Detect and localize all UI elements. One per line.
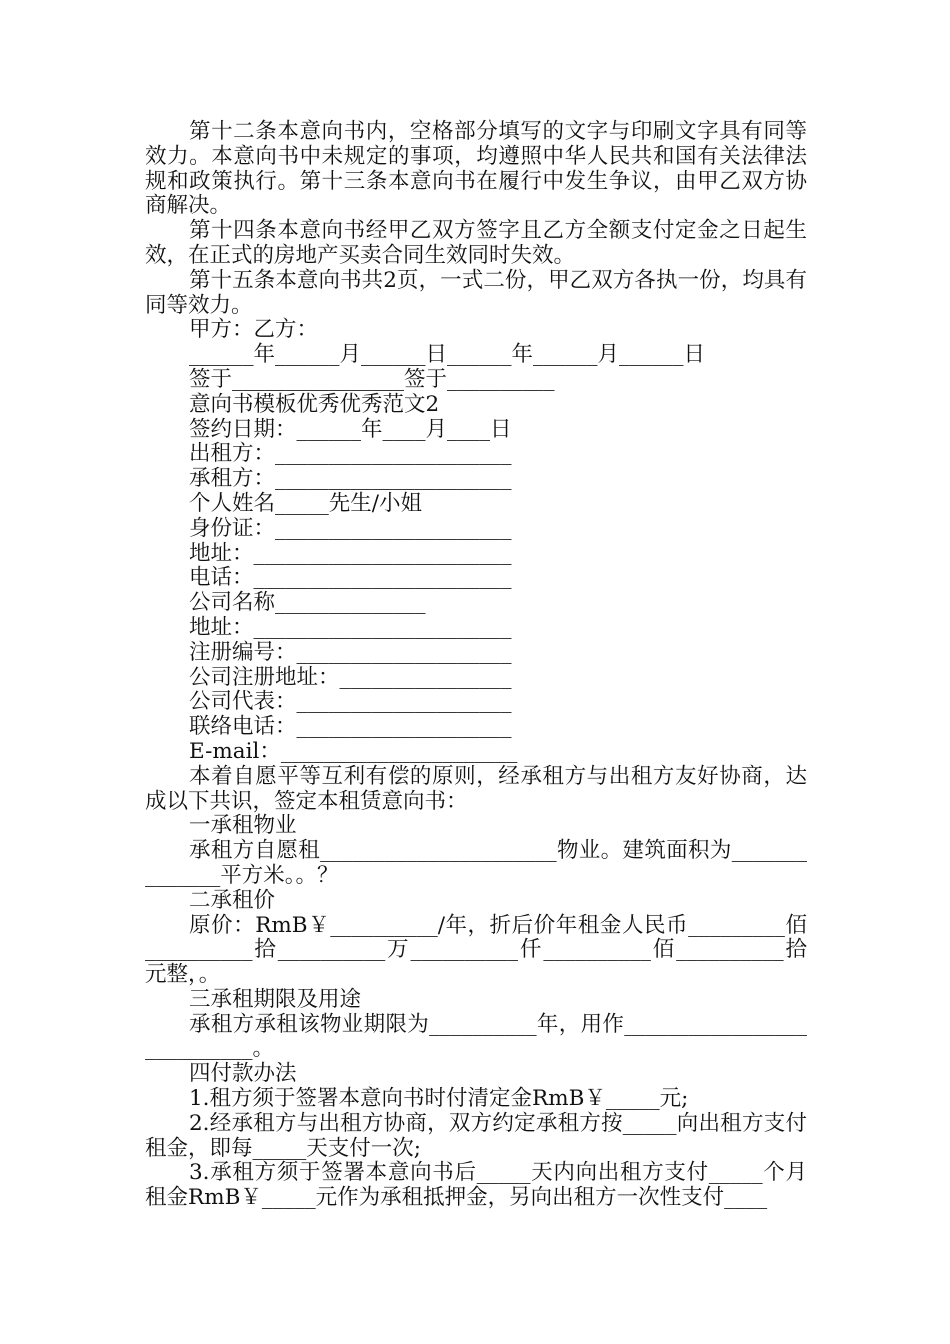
- field-phone: 电话：________________________: [189, 565, 512, 591]
- field-personal-name: 个人姓名_____先生/小姐: [189, 490, 422, 516]
- document-page: [145, 120, 807, 1211]
- field-contact-phone: 联络电话：____________________: [189, 714, 512, 740]
- paragraph-lease-term: 承租方承租该物业期限为__________年，用作___________________________。: [145, 1011, 807, 1062]
- field-lessee: 承租方：______________________: [189, 466, 512, 492]
- signature-place: 签于________________签于__________: [189, 366, 555, 392]
- field-sign-date: 签约日期：______年____月____日: [189, 416, 512, 442]
- field-registered-address: 公司注册地址：________________: [189, 664, 512, 690]
- field-email: E-mail：______________________: [189, 738, 518, 764]
- party-labels: 甲方：乙方：: [189, 317, 319, 343]
- paragraph-rent-price: 原价：RmB￥__________/年，折后价年租金人民币_________佰__________拾__________万__________仟__________佰__________拾元整，。: [145, 912, 807, 988]
- paragraph-payment-1: 1.租方须于签署本意向书时付清定金RmB￥_____元;: [189, 1086, 689, 1112]
- field-registration-number: 注册编号：____________________: [189, 639, 512, 665]
- heading-lease-term: 三承租期限及用途: [189, 986, 362, 1012]
- paragraph-payment-2: 2.经承租方与出租方协商，双方约定承租方按_____向出租方支付租金，即每_____天支付一次;: [145, 1110, 807, 1161]
- heading-rent-price: 二承租价: [189, 887, 276, 913]
- heading-payment: 四付款办法: [189, 1061, 297, 1087]
- paragraph-article-14: 第十四条本意向书经甲乙双方签字且乙方全额支付定金之日起生效，在正式的房地产买卖合同生效同时失效。: [145, 218, 807, 268]
- paragraph-article-15: 第十五条本意向书共2页，一式二份，甲乙双方各执一份，均具有同等效力。: [145, 267, 807, 318]
- field-address: 地址：________________________: [189, 540, 512, 566]
- field-company-representative: 公司代表：____________________: [189, 689, 512, 715]
- date-blanks: ______年______月______日______年______月______日: [189, 342, 706, 368]
- field-company-address: 地址：________________________: [189, 614, 512, 640]
- paragraph-payment-3: 3.承租方须于签署本意向书后_____天内向出租方支付_____个月租金RmB￥_____元作为承租抵押金，另向出租方一次性支付____: [145, 1160, 807, 1211]
- heading-property: 一承租物业: [189, 813, 297, 839]
- paragraph-property: 承租方自愿租______________________物业。建筑面积为______________平方米。。？: [145, 838, 807, 888]
- field-lessor: 出租方：______________________: [189, 441, 512, 467]
- paragraph-preamble: 本着自愿平等互利有偿的原则，经承租方与出租方友好协商，达成以下共识，签定本租赁意向书：: [145, 763, 807, 814]
- section-heading: 意向书模板优秀优秀范文2: [189, 391, 440, 417]
- paragraph-article-12: 第十二条本意向书内，空格部分填写的文字与印刷文字具有同等效力。本意向书中未规定的事项，均遵照中华人民共和国有关法律法规和政策执行。第十三条本意向书在履行中发生争议，由甲乙双方协商解决。: [145, 119, 807, 219]
- field-company-name: 公司名称______________: [189, 590, 426, 616]
- field-id-card: 身份证：______________________: [189, 515, 512, 541]
